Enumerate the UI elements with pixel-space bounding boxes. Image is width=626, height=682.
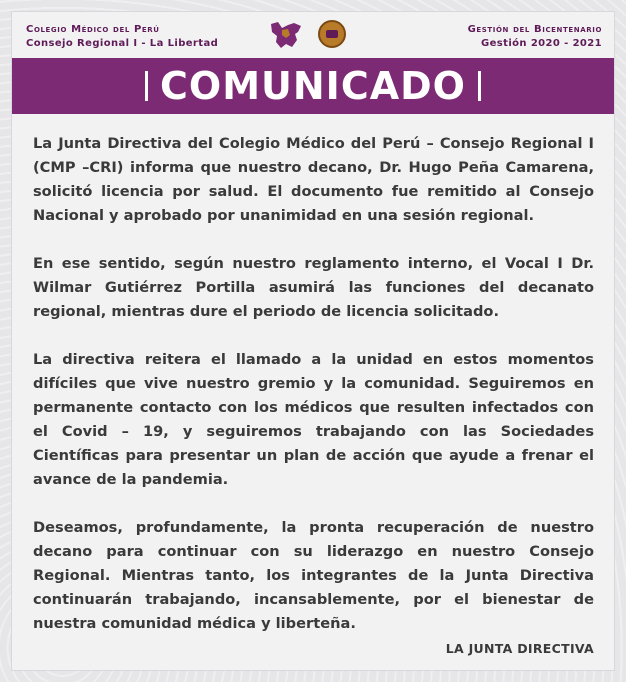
header	[12, 12, 614, 58]
page-title: COMUNICADO	[160, 64, 466, 108]
paragraph-2: En ese sentido, según nuestro reglamento interno, el Vocal I Dr. Wilmar Gutiérrez Portilla asumirá las funciones del decanato regional, mientras dure el periodo de licencia solicitado.	[33, 255, 594, 320]
banner-right-bar	[478, 71, 481, 101]
regional-map-crest-icon	[268, 20, 304, 50]
medical-college-seal-icon	[318, 20, 346, 48]
header-right	[468, 23, 602, 51]
banner-left-bar	[145, 71, 148, 101]
organization-name: Colegio Médico del Perú	[26, 24, 160, 35]
announcement-card	[12, 12, 614, 670]
council-name: Consejo Regional I - La Libertad	[26, 38, 219, 49]
paragraph-3: La directiva reitera el llamado a la unidad en estos momentos difíciles que vive nuestro gremio y la comunidad. Seguiremos en permanente contacto con los médicos que resulten infectados con el Covid – 19, y seguiremos trabajando con las Sociedades Científicas para presentar un plan de acción que ayude a frenar el avance de la pandemia.	[33, 351, 594, 488]
management-period: Gestión 2020 - 2021	[481, 38, 602, 49]
logos	[268, 20, 348, 50]
signature: LA JUNTA DIRECTIVA	[445, 641, 594, 656]
header-left	[26, 23, 218, 51]
management-motto: Gestión del Bicentenario	[467, 24, 602, 35]
title-banner	[12, 58, 614, 114]
paragraph-4: Deseamos, profundamente, la pronta recuperación de nuestro decano para continuar con su liderazgo en nuestro Consejo Regional. Mientras tanto, los integrantes de la Junta Directiva continuarán trabajando, incansablemente, por el bienestar de nuestra comunidad médica y liberteña.	[33, 519, 594, 632]
announcement-body	[33, 132, 594, 636]
paragraph-1: La Junta Directiva del Colegio Médico del Perú – Consejo Regional I (CMP –CRI) informa que nuestro decano, Dr. Hugo Peña Camarena, solicitó licencia por salud. El documento fue remitido al Consejo Nacional y aprobado por unanimidad en una sesión regional.	[33, 135, 594, 224]
